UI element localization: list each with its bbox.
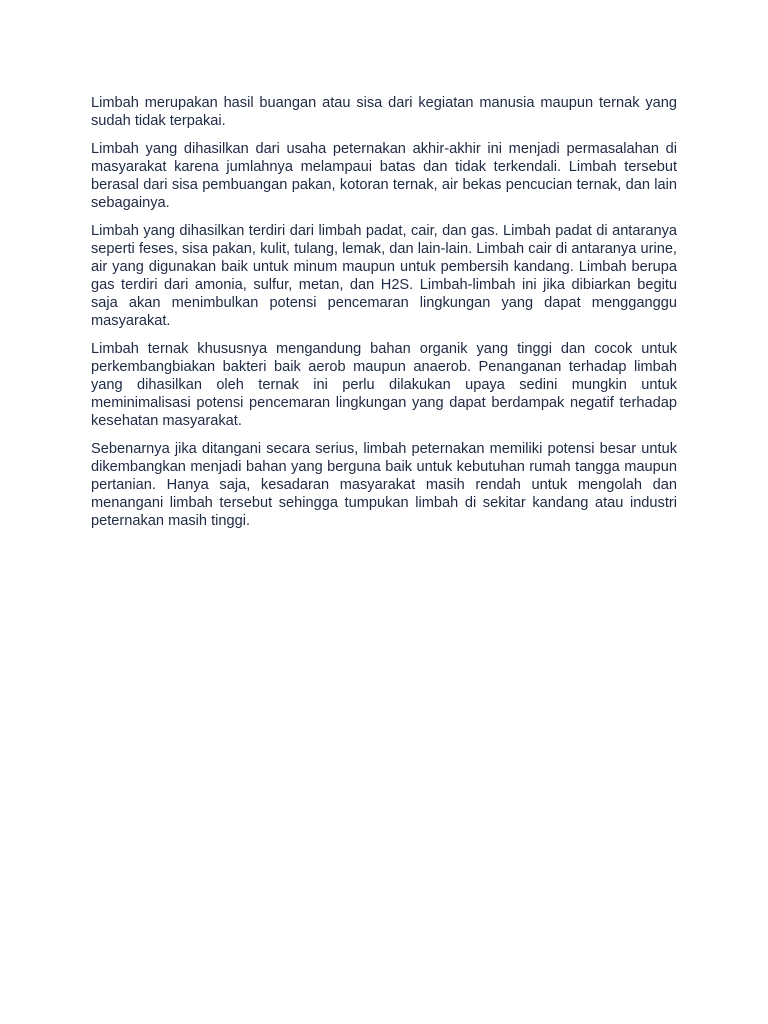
document-body <box>91 94 677 530</box>
paragraph-5: Sebenarnya jika ditangani secara serius, limbah peternakan memiliki potensi besar untuk dikembangkan menjadi bahan yang berguna baik untuk kebutuhan rumah tangga maupun pertanian. Hanya saja, kesadaran masyarakat masih rendah untuk mengolah dan menangani limbah tersebut sehingga tumpukan limbah di sekitar kandang atau industri peternakan masih tinggi. <box>91 441 677 529</box>
paragraph-3: Limbah yang dihasilkan terdiri dari limbah padat, cair, dan gas. Limbah padat di antaranya seperti feses, sisa pakan, kulit, tulang, lemak, dan lain-lain. Limbah cair di antaranya urine, air yang digunakan baik untuk minum maupun untuk pembersih kandang. Limbah berupa gas terdiri dari amonia, sulfur, metan, dan H2S. Limbah-limbah ini jika dibiarkan begitu saja akan menimbulkan potensi pencemaran lingkungan yang dapat mengganggu masyarakat. <box>91 223 677 329</box>
paragraph-2: Limbah yang dihasilkan dari usaha peternakan akhir-akhir ini menjadi permasalahan di masyarakat karena jumlahnya melampaui batas dan tidak terkendali. Limbah tersebut berasal dari sisa pembuangan pakan, kotoran ternak, air bekas pencucian ternak, dan lain sebagainya. <box>91 141 677 211</box>
paragraph-4: Limbah ternak khususnya mengandung bahan organik yang tinggi dan cocok untuk perkembangbiakan bakteri baik aerob maupun anaerob. Penanganan terhadap limbah yang dihasilkan oleh ternak ini perlu dilakukan upaya sedini mungkin untuk meminimalisasi potensi pencemaran lingkungan yang dapat berdampak negatif terhadap kesehatan masyarakat. <box>91 341 677 429</box>
paragraph-1: Limbah merupakan hasil buangan atau sisa dari kegiatan manusia maupun ternak yang sudah tidak terpakai. <box>91 95 677 129</box>
